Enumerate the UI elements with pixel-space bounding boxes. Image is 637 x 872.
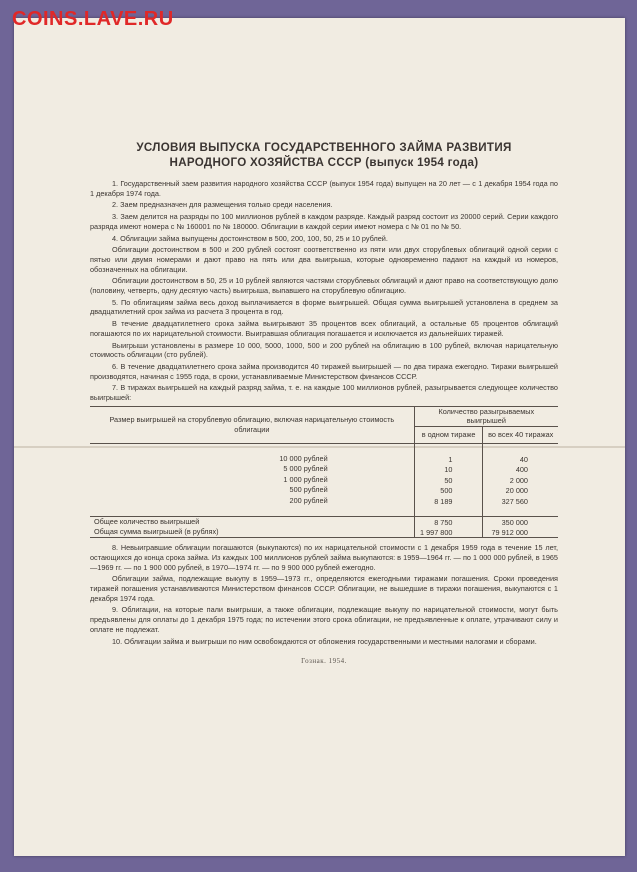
prize-amount: 200 рублей [90,496,414,507]
prize-amount: 500 рублей [90,485,414,496]
prize-count-all: 20 000 [505,486,528,496]
prize-count-one: 500 [414,485,483,496]
table-row [90,496,558,507]
table-row [90,475,558,486]
paragraph: 10. Облигации займа и выигрыши по ним освобождаются от обложения государственными и местными налогами и сборами. [112,636,537,646]
document-title [90,140,558,170]
site-watermark: COINS.LAVE.RU [12,8,174,30]
total-count-one: 8 750 [414,517,483,528]
total-count-all: 350 000 [483,517,558,528]
paragraph: 1. Государственный заем развития народного хозяйства СССР (выпуск 1954 года) выпущен на 20 лет — с 1 декабря 1954 года по 1 декабря 1974 года. [90,179,558,198]
paragraph: 2. Заем предназначен для размещения только среди населения. [112,200,333,210]
paragraph: 6. В течение двадцатилетнего срока займа производится 40 тиражей выигрышей — по два тиража ежегодно. Тиражи выигрышей производятся, начиная с 1955 года, в сроки, устанавливаемые Министерством финансов СССР. [90,361,558,381]
document-content [90,140,558,665]
paragraph: 9. Облигации, на которые пали выигрыши, а также облигации, подлежащие выкупу по нарицательной стоимости, могут быть предъявлены для оплаты до 1 декабря 1975 года; по истечении этого срока облигации, не предъявленные к оплате, утрачивают силу и оплате не подлежат. [90,605,558,634]
total-count-label: Общее количество выигрышей [90,517,414,528]
prize-count-one: 10 [414,464,483,475]
title-line-1: УСЛОВИЯ ВЫПУСКА ГОСУДАРСТВЕННОГО ЗАЙМА РАЗВИТИЯ [136,141,512,154]
prize-count-one: 50 [414,475,483,486]
table-header-amount: Размер выигрышей на сторублевую облигацию, включая нарицательную стоимость облигации [90,406,414,443]
paragraph: 8. Невыигравшие облигации погашаются (выкупаются) по их нарицательной стоимости с 1 декабря 1959 года в течение 15 лет, остающихся до конца срока займа. Из каждых 100 миллионов рублей займа выкупаются: в 1959—1964 гг. — по 1 000 000 рублей, в 1965—1969 гг. — по 1 900 000 рублей, в 1970—1974 гг. — по 9 900 000 рублей ежегодно. [90,543,558,572]
paragraph: В течение двадцатилетнего срока займа выигрывают 35 процентов всех облигаций, а остальные 65 процентов облигаций погашаются по их нарицательной стоимости. Выигравшая облигация погашается и исключается из дальнейших тиражей. [90,319,558,338]
table-total-count-row [90,517,558,528]
table-header-count: Количество разыгрываемых выигрышей [414,406,558,426]
printer-imprint: Гознак. 1954. [301,657,347,666]
table-row [90,454,558,465]
paragraph: 4. Облигации займа выпущены достоинством в 500, 200, 100, 50, 25 и 10 рублей. [112,233,388,243]
paragraph: 3. Заем делится на разряды по 100 миллионов рублей в каждом разряде. Каждый разряд состоит из 20000 серий. Серии каждого разряда имеют номера с № 160001 по № 180000. Облигации в каждой серии имеют номера с № 01 по № 50. [90,212,558,231]
prize-count-one: 8 189 [414,496,483,507]
paragraph: 5. По облигациям займа весь доход выплачивается в форме выигрышей. Общая сумма выигрышей установлена в среднем за двадцатилетний срок займа из расчета 3 процента в год. [90,297,558,317]
table-subheader-all: во всех 40 тиражах [483,426,558,443]
total-sum-one: 1 997 800 [414,527,483,538]
prize-amount: 5 000 рублей [90,464,414,475]
total-sum-all: 79 912 000 [483,527,558,538]
prize-table [90,406,558,539]
table-row [90,464,558,475]
paragraph: Облигации достоинством в 500 и 200 рублей состоят соответственно из пяти или двух сторублевых облигаций одной серии с пятью или двумя номерами и дают право на пять или два выигрыша, которые одновременно падают на каждый из номеров, обозначенных на облигации. [90,245,558,274]
prize-amount: 10 000 рублей [90,454,414,465]
conditions-bottom [90,543,558,646]
title-line-2: НАРОДНОГО ХОЗЯЙСТВА СССР (выпуск 1954 года) [169,156,479,169]
prize-count-all: 400 [515,465,528,475]
table-total-sum-row [90,527,558,538]
paragraph: Облигации достоинством в 50, 25 и 10 рублей являются частями сторублевых облигаций и дают право на соответствующую долю (половину, четверть, одну десятую часть) выигрыша, выпавшего на сторублевую облигацию. [90,276,558,296]
prize-count-all: 40 [519,454,528,464]
table-row [90,485,558,496]
table-subheader-one: в одном тираже [414,426,483,443]
total-sum-label: Общая сумма выигрышей (в рублях) [90,527,414,538]
paragraph: Выигрыши установлены в размере 10 000, 5000, 1000, 500 и 200 рублей на облигацию в 100 рублей, включая нарицательную стоимость облигации (сто рублей). [90,340,558,360]
prize-count-all: 327 560 [501,496,528,506]
paragraph: 7. В тиражах выигрышей на каждый разряд займа, т. е. на каждые 100 миллионов рублей, разыгрывается следующее количество выигрышей: [90,383,558,403]
paragraph: Облигации займа, подлежащие выкупу в 1959—1973 гг., определяются ежегодными тиражами погашения. Сроки проведения тиражей погашения устанавливаются Министерством финансов СССР. Облигации, не вышедшие в тиражи погашения, выкупаются с 1 декабря 1974 года. [90,574,558,603]
prize-count-one: 1 [414,454,483,465]
conditions-top [90,179,558,403]
prize-amount: 1 000 рублей [90,475,414,486]
prize-count-all: 2 000 [509,475,528,485]
